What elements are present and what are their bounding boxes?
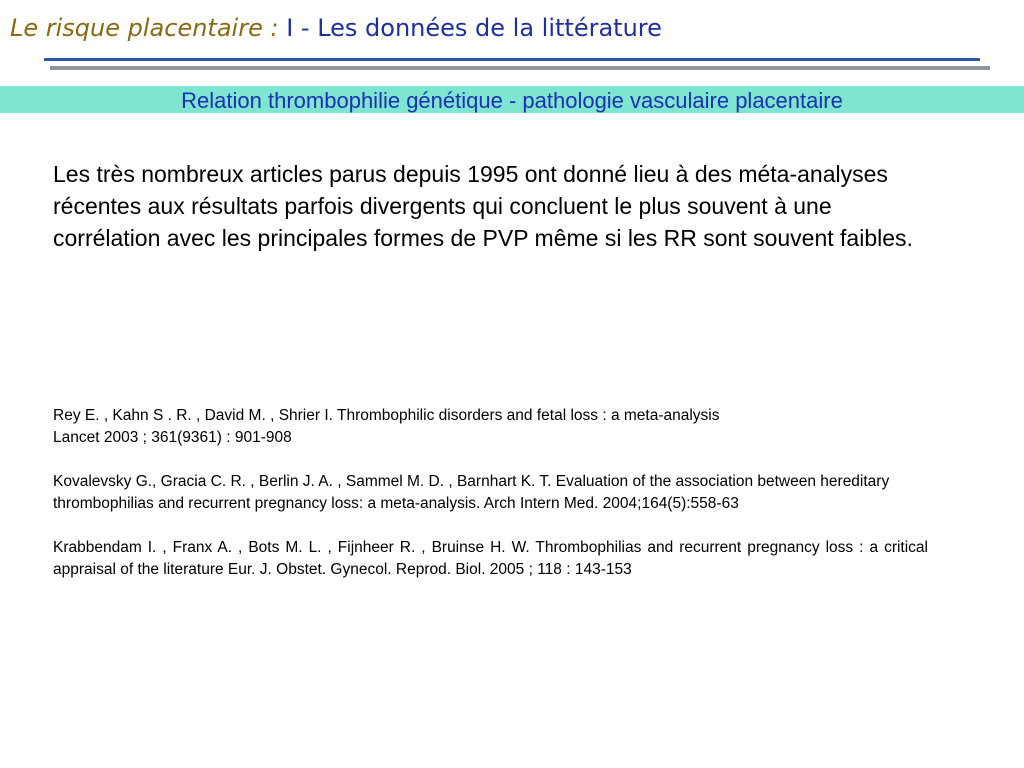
reference-item: Kovalevsky G., Gracia C. R. , Berlin J. A. , Sammel M. D. , Barnhart K. T. Evaluation of the association between hereditary thrombophilias and recurrent pregnancy loss: a meta-analysis. Arch Intern Med. 2004;164(5):558-63 (53, 473, 890, 512)
slide-title (10, 12, 662, 44)
slide-title-prefix: Le risque placentaire : (10, 14, 279, 42)
reference-item (53, 405, 928, 449)
title-underline-gray (50, 66, 990, 70)
slide-title-main: I - Les données de la littérature (286, 14, 662, 42)
title-underline-blue (44, 58, 980, 61)
section-subtitle: Relation thrombophilie génétique - pathologie vasculaire placentaire (181, 88, 843, 113)
reference-line: Lancet 2003 ; 361(9361) : 901-908 (53, 429, 292, 446)
reference-list (53, 405, 928, 603)
reference-item: Krabbendam I. , Franx A. , Bots M. L. , Fijnheer R. , Bruinse H. W. Thrombophilias and recurrent pregnancy loss : a critical appraisal of the literature Eur. J. Obstet. Gynecol. Reprod. Biol. 2005 ; 118 : 143-153 (53, 539, 928, 578)
reference-line: Rey E. , Kahn S . R. , David M. , Shrier I. Thrombophilic disorders and fetal loss : a meta-analysis (53, 407, 720, 424)
body-paragraph: Les très nombreux articles parus depuis 1995 ont donné lieu à des méta-analyses récentes aux résultats parfois divergents qui concluent le plus souvent à une corrélation avec les principales formes de PVP même si les RR sont souvent faibles. (53, 161, 913, 251)
